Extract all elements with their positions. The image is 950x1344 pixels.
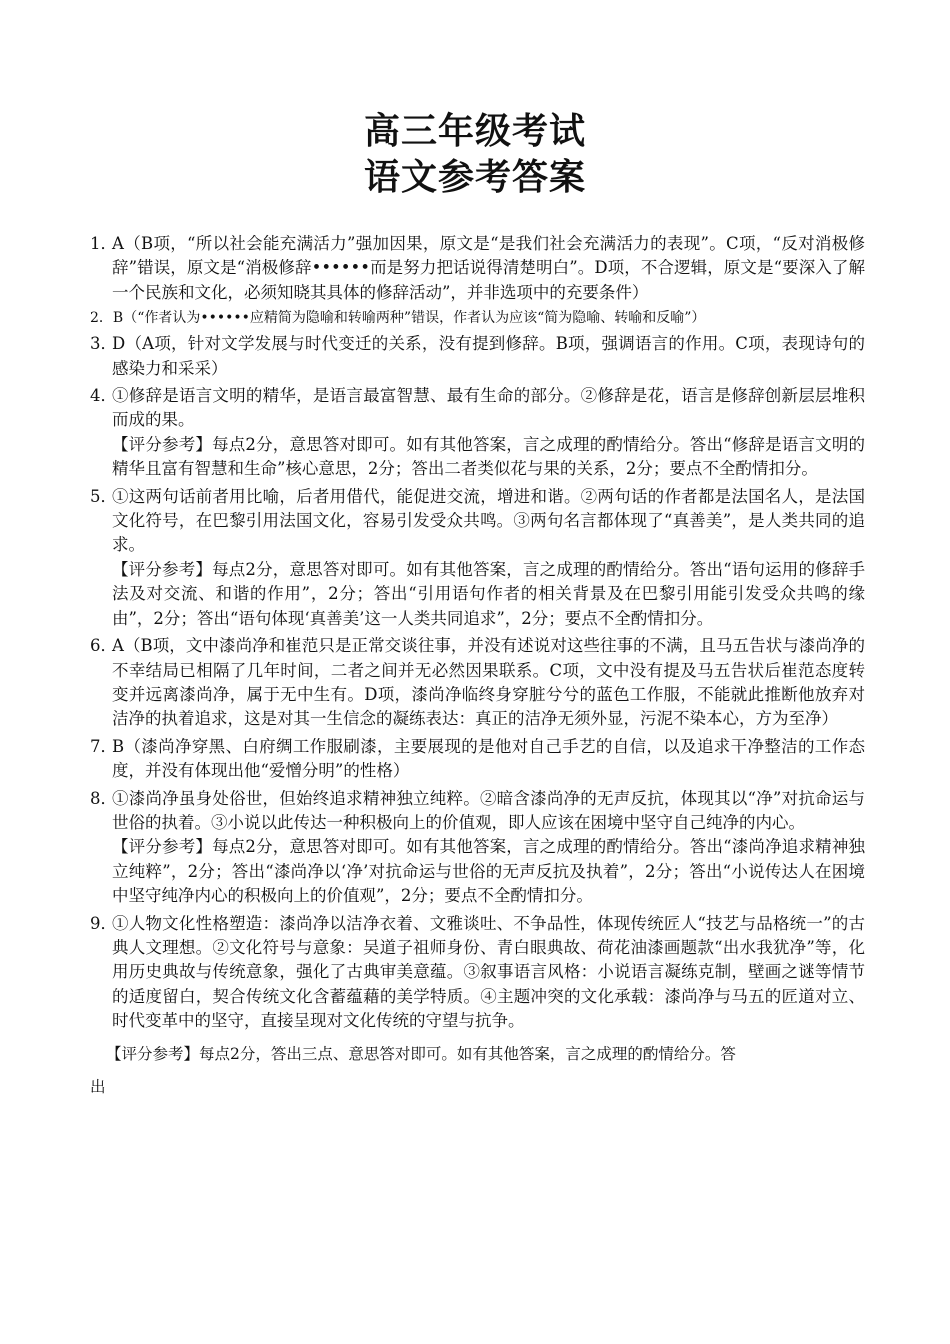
item-number: 6． <box>90 636 117 656</box>
answer-item-4 <box>90 384 865 482</box>
answer-item-9 <box>90 912 865 1034</box>
item-number: 9． <box>90 913 117 933</box>
item-text: A（B项，文中漆尚净和崔范只是正常交谈往事，并没有述说对这些往事的不满，且马五告状与漆尚净的不幸结局已相隔了几年时间，二者之间并无必然因果联系。C项，文中没有提及马五告状后崔范态度转变并远离漆尚净，属于无中生有。D项，漆尚净临终身穿脏兮兮的蓝色工作服，不能就此推断他放弃对洁净的执着追求，这是对其一生信念的凝练表达：真正的洁净无须外显，污泥不染本心，方为至净） <box>112 636 865 729</box>
answer-item-1 <box>90 232 865 305</box>
scoring-note: 【评分参考】每点2分，意思答对即可。如有其他答案，言之成理的酌情给分。答出“漆尚净追求精神独立纯粹”，2分；答出“漆尚净以‘净’对抗命运与世俗的无声反抗及执着”，2分；答出“小说传达人在困境中坚守纯净内心的积极向上的价值观”，2分；要点不全酌情扣分。 <box>112 837 865 906</box>
answer-item-7 <box>90 735 865 784</box>
scoring-note: 【评分参考】每点2分，意思答对即可。如有其他答案，言之成理的酌情给分。答出“修辞是语言文明的精华且富有智慧和生命”核心意思，2分；答出二者类似花与果的关系，2分；要点不全酌情扣分。 <box>112 434 865 479</box>
answer-key-title: 语文参考答案 <box>363 157 586 198</box>
item-number: 8． <box>90 788 117 808</box>
item-text: B（漆尚净穿黑、白府绸工作服刷漆，主要展现的是他对自己手艺的自信，以及追求干净整洁的工作态度，并没有体现出他“爱憎分明”的性格） <box>112 736 865 781</box>
item-text: ①修辞是语言文明的精华，是语言最富智慧、最有生命的部分。②修辞是花，语言是修辞创新层层堆积而成的果。 <box>112 386 865 430</box>
item-number: 3． <box>90 334 117 354</box>
answer-item-2 <box>90 308 865 328</box>
answer-item-8 <box>90 787 865 909</box>
scoring-note-9: 【评分参考】每点2分，答出三点、意思答对即可。如有其他答案，言之成理的酌情给分。答 <box>106 1044 736 1063</box>
item-text: A（B项，“所以社会能充满活力”强加因果，原文是“是我们社会充满活力的表现”。C项，“反对消极修辞”错误，原文是“消极修辞••••••而是努力把话说得清楚明白”。D项，不合逻辑，原文是“要深入了解一个民族和文化，必须知晓其具体的修辞活动”，并非选项中的充要条件） <box>112 234 865 302</box>
scoring-note-9-continued: 出 <box>90 1077 106 1096</box>
item-number: 4． <box>90 386 117 406</box>
item-text: B（“作者认为••••••应精简为隐喻和转喻两种”错误，作者认为应该“简为隐喻、转喻和反喻”） <box>112 310 706 327</box>
item-text: D（A项，针对文学发展与时代变迁的关系，没有提到修辞。B项，强调语言的作用。C项，表现诗句的感染力和采采） <box>112 334 865 378</box>
answer-item-3 <box>90 332 865 381</box>
answer-item-6 <box>90 634 865 732</box>
item-text: ①这两句话前者用比喻，后者用借代，能促进交流，增进和谐。②两句话的作者都是法国名人，是法国文化符号，在巴黎引用法国文化，容易引发受众共鸣。③两句名言都体现了“真善美”，是人类共同的追求。 <box>112 486 865 555</box>
answer-item-5 <box>90 485 865 631</box>
item-number: 7． <box>90 736 117 756</box>
answer-list <box>90 232 865 1100</box>
item-number: 2． <box>90 310 113 327</box>
scoring-note: 【评分参考】每点2分，意思答对即可。如有其他答案，言之成理的酌情给分。答出“语句运用的修辞手法及对交流、和谐的作用”，2分；答出“引用语句作者的相关背景及在巴黎引用能引发受众共鸣的缘由”，2分；答出“语句体现‘真善美’这一人类共同追求”，2分；要点不全酌情扣分。 <box>112 559 865 628</box>
item-number: 5． <box>90 486 117 506</box>
item-text: ①人物文化性格塑造：漆尚净以洁净衣着、文雅谈吐、不争品性，体现传统匠人“技艺与品格统一”的古典人文理想。②文化符号与意象：吴道子祖师身份、青白眼典故、荷花油漆画题款“出水我犹净”等，化用历史典故与传统意象，强化了古典审美意蕴。③叙事语言风格：小说语言凝练克制，壁画之谜等情节的适度留白，契合传统文化含蓄蕴藉的美学特质。④主题冲突的文化承载：漆尚净与马五的匠道对立、时代变革中的坚守，直接呈现对文化传统的守望与抗争。 <box>112 913 865 1031</box>
item-text: ①漆尚净虽身处俗世，但始终追求精神独立纯粹。②暗含漆尚净的无声反抗，体现其以“净”对抗命运与世俗的执着。③小说以此传达一种积极向上的价值观，即人应该在困境中坚守自己纯净的内心。 <box>112 788 865 832</box>
item-number: 1． <box>90 234 117 253</box>
exam-title: 高三年级考试 <box>363 111 586 152</box>
